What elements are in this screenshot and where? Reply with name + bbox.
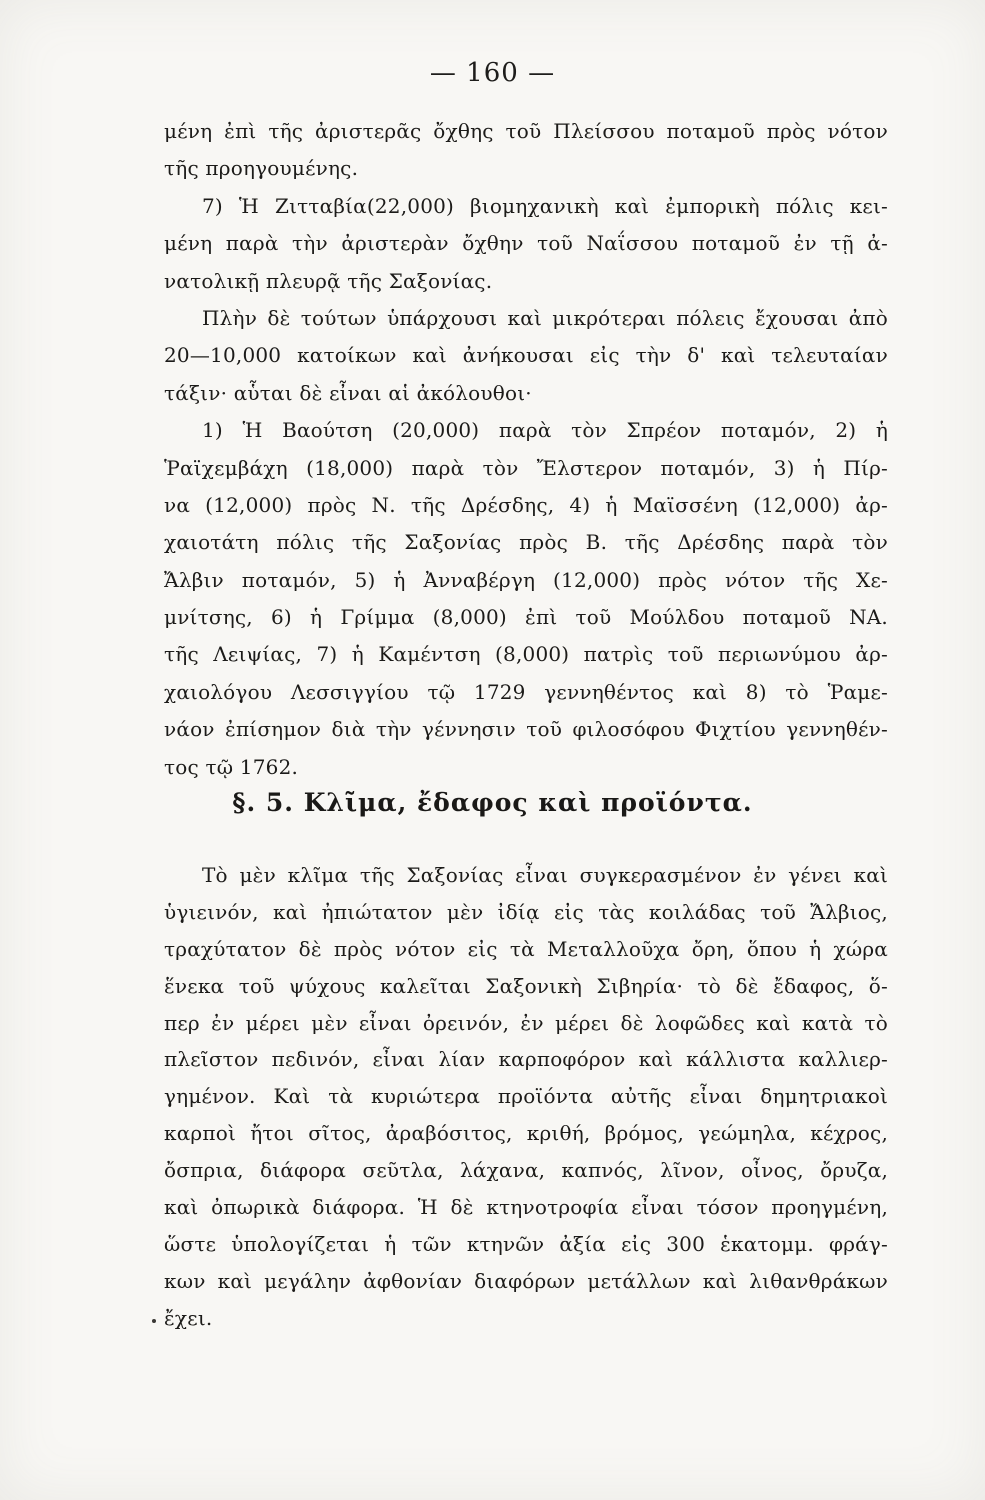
- text-line: να (12,000) πρὸς Ν. τῆς Δρέσδης, 4) ἡ Μαϊσσένη (12,000) ἀρ-: [164, 492, 888, 517]
- text-line: μένη παρὰ τὴν ἀριστερὰν ὄχθην τοῦ Ναΐσσου ποταμοῦ ἐν τῇ ἀ-: [164, 231, 888, 256]
- text-line: γημένον. Καὶ τὰ κυριώτερα προϊόντα αὐτῆς εἶναι δημητριακοὶ: [164, 1084, 888, 1109]
- text-line: ἔχει.: [164, 1305, 213, 1330]
- text-line: πλεῖστον πεδινόν, εἶναι λίαν καρποφόρον καὶ κάλλιστα καλλιερ-: [164, 1047, 888, 1072]
- text-line: χαιολόγου Λεσσιγγίου τῷ 1729 γεννηθέντος καὶ 8) τὸ Ῥαμε-: [164, 679, 888, 704]
- text-line: κων καὶ μεγάλην ἀφθονίαν διαφόρων μετάλλων καὶ λιθανθράκων: [164, 1268, 888, 1293]
- text-line: νάον ἐπίσημον διὰ τὴν γέννησιν τοῦ φιλοσόφου Φιχτίου γεννηθέν-: [164, 717, 888, 742]
- text-line: Πλὴν δὲ τούτων ὑπάρχουσι καὶ μικρότεραι πόλεις ἔχουσαι ἀπὸ: [202, 305, 888, 330]
- text-line: ὑγιεινόν, καὶ ἠπιώτατον μὲν ἰδίᾳ εἰς τὰς κοιλάδας τοῦ Ἄλβιος,: [164, 899, 888, 924]
- text-line: μνίτσης, 6) ἡ Γρίμμα (8,000) ἐπὶ τοῦ Μούλδου ποταμοῦ ΝΑ.: [164, 605, 888, 630]
- body-text-top: [164, 113, 888, 786]
- text-line: τῆς Λειψίας, 7) ἡ Καμέντση (8,000) πατρὶς τοῦ περιωνύμου ἀρ-: [164, 642, 888, 667]
- text-line: τος τῷ 1762.: [164, 754, 299, 779]
- text-line: καρποὶ ἤτοι σῖτος, ἀραβόσιτος, κριθή, βρόμος, γεώμηλα, κέχρος,: [164, 1121, 888, 1146]
- text-line: ἕνεκα τοῦ ψύχους καλεῖται Σαξονικὴ Σιβηρία· τὸ δὲ ἔδαφος, ὅ-: [164, 973, 888, 998]
- text-line: τῆς προηγουμένης.: [164, 156, 359, 181]
- text-line: τραχύτατον δὲ πρὸς νότον εἰς τὰ Μεταλλοῦχα ὄρη, ὅπου ἡ χώρα: [164, 936, 888, 961]
- section-heading: §. 5. Κλῖμα, ἔδαφος καὶ προϊόντα.: [232, 788, 753, 817]
- page-number: — 160 —: [429, 58, 556, 88]
- text-line: Ῥαϊχεμβάχη (18,000) παρὰ τὸν Ἔλστερον ποταμόν, 3) ἡ Πίρ-: [164, 455, 888, 480]
- text-line: 1) Ἡ Βαούτση (20,000) παρὰ τὸν Σπρέον ποταμόν, 2) ἡ: [202, 418, 888, 443]
- ink-speck: [152, 1319, 156, 1323]
- text-line: μένη ἐπὶ τῆς ἀριστερᾶς ὄχθης τοῦ Πλείσσου ποταμοῦ πρὸς νότον: [164, 119, 888, 143]
- text-line: 20—10,000 κατοίκων καὶ ἀνήκουσαι εἰς τὴν δ' καὶ τελευταίαν: [164, 343, 888, 368]
- text-line: νατολικῇ πλευρᾷ τῆς Σαξονίας.: [164, 268, 493, 293]
- text-line: περ ἐν μέρει μὲν εἶναι ὀρεινόν, ἐν μέρει δὲ λοφῶδες καὶ κατὰ τὸ: [164, 1010, 888, 1035]
- text-line: τάξιν· αὗται δὲ εἶναι αἱ ἀκόλουθοι·: [164, 380, 532, 405]
- text-line: ὄσπρια, διάφορα σεῦτλα, λάχανα, καπνός, λῖνον, οἶνος, ὄρυζα,: [164, 1158, 888, 1183]
- body-text-bottom: [164, 857, 888, 1337]
- text-line: 7) Ἡ Ζιτταβία(22,000) βιομηχανικὴ καὶ ἐμπορικὴ πόλις κει-: [202, 193, 888, 218]
- text-line: Τὸ μὲν κλῖμα τῆς Σαξονίας εἶναι συγκερασμένον ἐν γένει καὶ: [202, 863, 888, 887]
- text-line: ὥστε ὑπολογίζεται ἡ τῶν κτηνῶν ἀξία εἰς 300 ἑκατομμ. φράγ-: [164, 1231, 888, 1256]
- text-line: Ἄλβιν ποταμόν, 5) ἡ Ἀνναβέργη (12,000) πρὸς νότον τῆς Χε-: [164, 567, 888, 592]
- text-line: καὶ ὀπωρικὰ διάφορα. Ἡ δὲ κτηνοτροφία εἶναι τόσον προηγμένη,: [164, 1195, 888, 1220]
- text-line: χαιοτάτη πόλις τῆς Σαξονίας πρὸς Β. τῆς Δρέσδης παρὰ τὸν: [164, 530, 888, 555]
